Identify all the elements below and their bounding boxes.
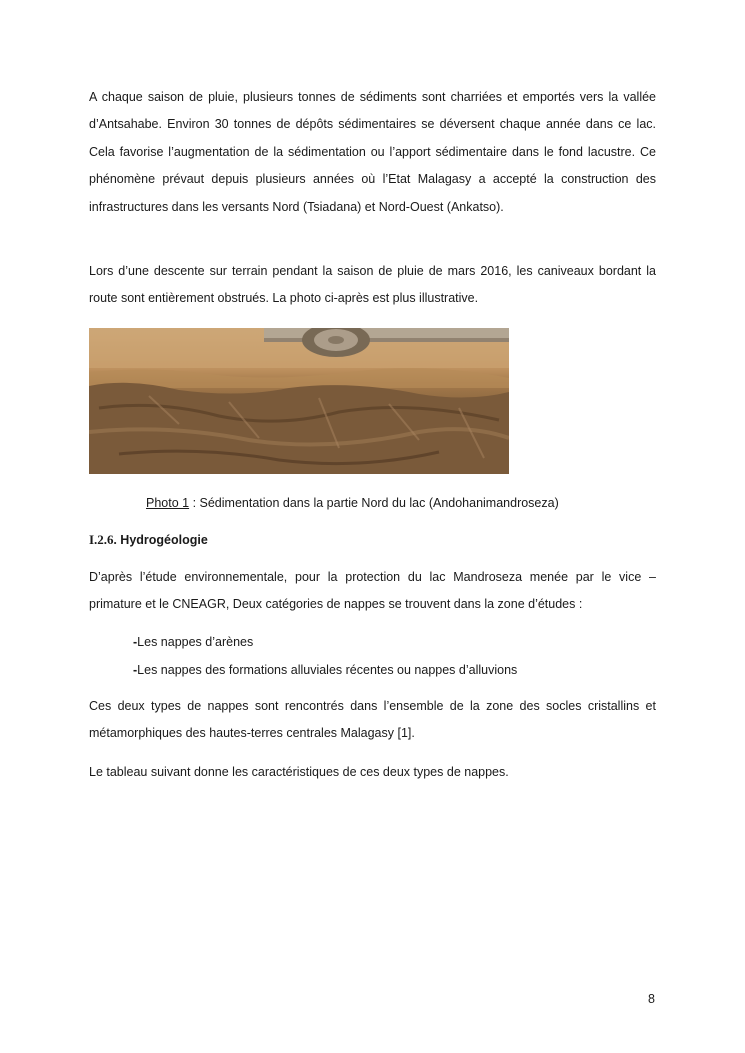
photo-illustration xyxy=(89,328,509,474)
photo-label: Photo 1 xyxy=(146,496,190,510)
section-number: I.2.6. xyxy=(89,532,117,547)
paragraph-hydrogeology: D’après l’étude environnementale, pour la protection du lac Mandroseza menée par le vice – primature et le CNEAGR, Deux catégories de nappes se trouvent dans la zone d’études : xyxy=(89,570,656,612)
section-heading xyxy=(89,531,208,549)
bullet-dash: - xyxy=(133,663,138,677)
paragraph-table-intro: Le tableau suivant donne les caractéristiques de ces deux types de nappes. xyxy=(89,765,509,779)
sedimentation-photo xyxy=(89,328,509,474)
paragraph-aquifer-types: Ces deux types de nappes sont rencontrés dans l’ensemble de la zone des socles cristallins et métamorphiques des hautes-terres centrales Malagasy [1]. xyxy=(89,699,656,741)
page-number: 8 xyxy=(648,992,655,1006)
bullet-text: Les nappes des formations alluviales récentes ou nappes d’alluvions xyxy=(137,663,518,677)
paragraph-field-visit: Lors d’une descente sur terrain pendant la saison de pluie de mars 2016, les caniveaux bordant la route sont entièrement obstrués. La photo ci-après est plus illustrative. xyxy=(89,264,656,306)
photo-caption-text: : Sédimentation dans la partie Nord du lac (Andohanimandroseza) xyxy=(189,496,559,510)
photo-caption xyxy=(146,494,559,512)
bullet-text: Les nappes d’arènes xyxy=(137,635,254,649)
bullet-dash: - xyxy=(133,635,138,649)
section-title: Hydrogéologie xyxy=(116,533,208,547)
list-item xyxy=(133,661,517,679)
paragraph-sedimentation: A chaque saison de pluie, plusieurs tonnes de sédiments sont charriées et emportés vers la vallée d’Antsahabe. Environ 30 tonnes de dépôts sédimentaires se déversent chaque année dans ce lac. Cela favorise l’augmentation de la sédimentation ou l’apport sédimentaire dans le fond lacustre. Ce phénomène prévaut depuis plusieurs années où l’Etat Malagasy a accepté la construction des infrastructures dans les versants Nord (Tsiadana) et Nord-Ouest (Ankatso). xyxy=(89,90,656,214)
list-item xyxy=(133,633,253,651)
